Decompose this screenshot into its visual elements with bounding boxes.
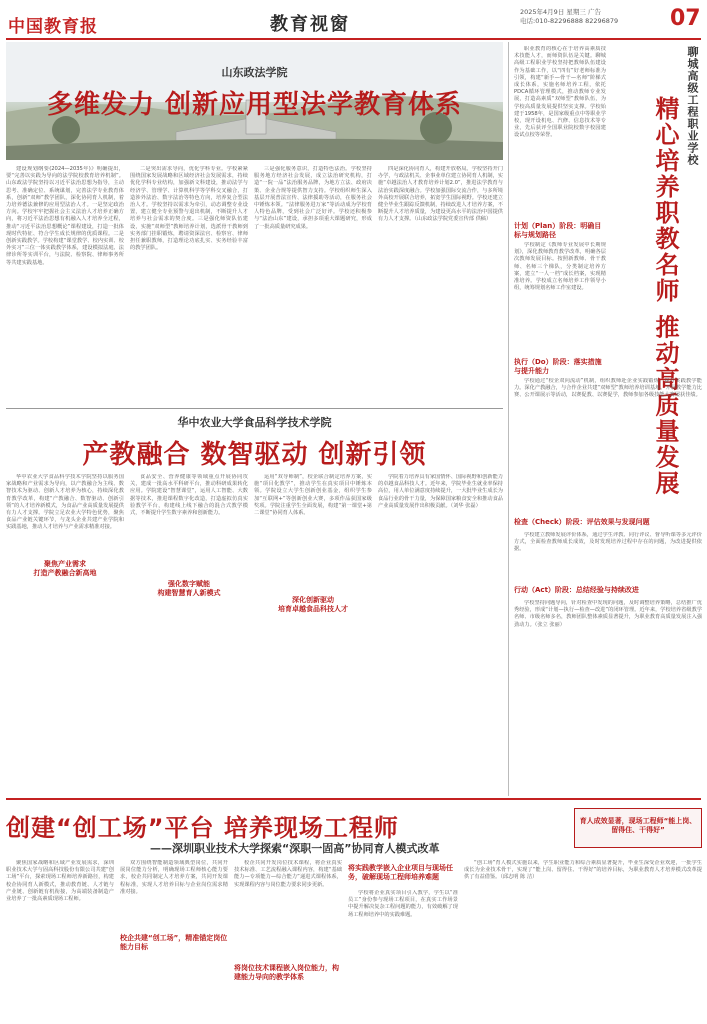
date-line: 2025年4月9日 星期三 广告 <box>520 8 601 16</box>
divider <box>508 42 509 796</box>
article2-do-text: 学校通过“校企双向流动”机制，组织教师赴企业实践锻炼，提升实践教学能力。深化产教融合，与合作企业共建“双师型”教师培养培训基地。开展教学能力比赛、公开课展示等活动，以赛促教、以赛促学，教师参加各级技能大赛屡获佳绩。 <box>514 378 702 399</box>
article2-subhead-do: 执行（Do）阶段：落实措施与提升能力 <box>514 358 602 375</box>
article4-callout-box <box>574 808 702 848</box>
article4-subhead: ——深圳职业技术大学探索“深职一固高”协同育人模式改革 <box>150 842 440 855</box>
article4-column-2: 双方围绕智能制造领域典型岗位，共同开展岗位能力分析，明确现场工程师核心能力要求，校企共同制定人才培养方案，共同开发课程标准，实现人才培养目标与企业岗位需求精准对接。 <box>120 860 228 895</box>
article3-column-3: 运用“双导师制”，校企联合制定培养方案，实施“项目化教学”，推动学生在真实项目中锤炼本领。学院设立大学生创新创业基金，组织学生参加“互联网+”等创新创业大赛，多项作品获国家级奖项。学院注重学生全面发展，构建“第一课堂+第二课堂”协同育人体系。 <box>254 474 372 517</box>
article3-subhead-3: 深化创新驱动 培育卓越食品科技人才 <box>254 596 372 614</box>
article2-subhead-act: 行动（Act）阶段：总结经验与持续改进 <box>514 586 639 594</box>
divider <box>6 798 701 800</box>
article2-headline: 精心培养职教名师 推动高质量发展 <box>651 96 679 497</box>
page-number: 07 <box>670 6 701 31</box>
article3-column-1: 华中农业大学食品科学技术学院坚持以服务国家战略和产业需求为导向，以产教融合为主线、数智技术为驱动、创新人才培养为核心，持续深化教育教学改革，构建“产教融合、数智驱动、创新引领”的人才培养新模式，为食品产业高质量发展提供有力人才支撑。学院立足农业大学特色优势，聚焦食品产业链关键环节，与龙头企业共建产业学院和实践基地，推动人才培养与产业需求精准对接。 <box>6 474 124 531</box>
phone-line: 电话:010-82296888 82296879 <box>520 17 619 25</box>
article1-headline: 多维发力 创新应用型法学教育体系 <box>46 90 463 120</box>
article2-subhead-plan: 计划（Plan）阶段：明确目标与规划路径 <box>514 222 602 239</box>
article4-column-5: “创工场”育人模式实施以来，学生职业能力和综合素质显著提升，毕业生深受企业欢迎，一批学生成长为企业技术骨干，实现了“能上岗、留得住、干得好”的培养目标，为职业教育人才培养模式改革提供了有益借鉴。（邱志明 陈 洁） <box>464 860 702 881</box>
article2-act-text: 学校坚持问题导向，针对检查中发现的问题，及时调整培养策略，总结推广优秀经验，形成“计划—执行—检查—改进”的闭环管理。近年来，学校培养省级教学名师、市级名师多名，教师团队整体素质显著提升，为职业教育高质量发展注入强劲动力。（张立 张丽） <box>514 600 702 628</box>
newspaper-logo: 中国教育报 <box>8 17 98 37</box>
article4-subhead-1: 校企共建“创工场”，精准锚定岗位能力目标 <box>120 934 228 951</box>
article4-column-3: 校企共同开发岗位技术课程，将企业真实技术标准、工艺流程融入课程内容，构建“基础能力—专项能力—综合能力”递进式课程体系，实现课程内容与岗位能力要求同步更新。 <box>234 860 342 888</box>
article2-kicker: 聊城高级工程职业学校 <box>686 46 699 166</box>
article3-kicker: 华中农业大学食品科学技术学院 <box>177 416 332 429</box>
article3-subhead-1: 聚焦产业需求 打造产教融合新高地 <box>6 560 124 578</box>
article4-column-4: 学校将企业真实项目引入教学，学生以“准员工”身份参与现场工程项目，在真实工作场景中提升解决复杂工程问题的能力，有效破解了现场工程师培养中的实践难题。 <box>348 890 458 918</box>
article4-column-1: 聚焦国家战略和区域产业发展需求，深圳职业技术大学与固高科技股份有限公司共建“创工场”平台，探索现场工程师培养新路径，构建校企协同育人新模式，推动教育链、人才链与产业链、创新链有机衔接，为高端装备制造产业培养了一批高素质现场工程师。 <box>6 860 114 903</box>
article2-subhead-check: 检查（Check）阶段：评估效果与发现问题 <box>514 518 650 526</box>
article1-column-1: 建设规划纲要(2024—2035年)》明确提出，要“完善以实践为导向的法学院校教育培养机制”。山东政法学院坚持以习近平法治思想为指导，主动思考、准确定位、系统谋划，完善法学专业教育体系，创新“双师”教学团队，深化协同育人机制，着力培养德法兼修的应用型法治人才。一是坚定政治方向。学校牢牢把握社会主义法治人才培养正确方向，将习近平法治思想有机融入人才培养全过程，推动“习近平法治思想概论”课程建设，打造一批体现时代特征、符合学生成长规律的优质课程。二是创新实践教学。学校构建“课堂教学、校内实训、校外实习”三位一体实践教学体系，建设模拟法庭、法律诊所等实训平台，与法院、检察院、律师事务所等共建实践基地。 <box>6 166 124 266</box>
article2-intro: 职业教育的核心在于培养高素质技术技能人才，而师资队伍是关键。聊城高级工程职业学校坚持把教师队伍建设作为基础工作，以“四有”好老师标准为引领，构建“新手—骨干—名师”阶梯式成长体系，实施名师培养工程，依托PDCA循环管理模式，推动教师专业发展，打造高素质“双师型”教师队伍，为学校高质量发展提供坚实支撑。学校始建于1958年，是国家级重点中等职业学校，现开设机电、汽修、信息技术等专业，先后获评全国职业院校数字校园建设试点校等荣誉。 <box>514 46 606 139</box>
article1-column-4: 四是深化协同育人，构建开放格局。学校坚持开门办学，与政法机关、企事业单位建立协同育人机制，实施“卓越法治人才教育培养计划2.0”，推进法学教育与法治实践深度融合。学校加强国际交流合作，与多所境外高校开展联合培养，拓宽学生国际视野。学校还建立健全毕业生跟踪反馈机制，持续改进人才培养方案，不断提升人才培养质量，为建设更高水平的法治中国提供有力人才支撑。（山东政法学院党委宣传部 供稿） <box>378 166 503 223</box>
article2-plan-text: 学校制定《教师专业发展中长期规划》，深化教师教育教学改革，明确各层次教师发展目标。按照新教师、骨干教师、名师三个梯队，分类制定培养方案，建立“一人一档”成长档案，实现精准培养。学校成立名师培养工作领导小组，统筹规划名师工作室建设。 <box>514 242 606 292</box>
article3-column-4: 学院着力培养具有家国情怀、国际视野和创新能力的卓越食品科技人才。近年来，学院毕业生就业率保持高位，用人单位满意度持续提升，一大批毕业生成长为食品行业的骨干力量，为保障国家粮食安全和推动食品产业高质量发展作出积极贡献。（刘华 张磊） <box>378 474 503 509</box>
article1-column-2: 二是突出需求导向，优化学科专业。学校紧紧围绕国家发展战略和区域经济社会发展需求，持续优化学科专业结构，加强新文科建设，推动法学与经济学、管理学、计算机科学等学科交叉融合，打造涉外法治、数字法治等特色方向，培养复合型法治人才。学校坚持以需求为牵引，动态调整专业设置，建立健全专业预警与退出机制，不断提升人才培养与社会需求的契合度。三是强化师资队伍建设，实施“双师型”教师培养计划，选派骨干教师到实务部门挂职锻炼，聘请资深法官、检察官、律师担任兼职教师，打造理论功底扎实、实务经验丰富的教学团队。 <box>130 166 248 252</box>
header-rule <box>6 38 701 40</box>
article2-check-text: 学校建立教师发展评价体系，通过学生评教、同行评议、督导听课等多元评价方式，全面检查教师成长成效，及时发现培养过程中存在的问题，为改进提供依据。 <box>514 532 702 553</box>
article4-subhead-4: 育人成效显著，现场工程师“能上岗、留得住、干得好” <box>579 817 697 834</box>
section-title: 教育视窗 <box>270 14 350 35</box>
divider <box>6 408 503 409</box>
campus-photo <box>6 42 503 160</box>
article4-subhead-2: 将岗位技术课程嵌入岗位能力，构建能力导向的教学体系 <box>234 964 342 982</box>
article1-column-3: 三是强化服务意识，打造特色法治。学校坚持服务地方经济社会发展，成立法治研究机构，打造“一院一品”法治服务品牌，为地方立法、政府决策、企业合规等提供智力支持。学校组织师生深入基层开展普法宣传、法律援助等活动，在服务社会中锤炼本领。“法律服务进万家”等活动成为学校育人特色品牌，受到社会广泛好评。学校还积极参与“法治山东”建设，承担多项重大课题研究，形成了一批高质量研究成果。 <box>254 166 372 230</box>
article4-headline: 创建“创工场”平台 培养现场工程师 <box>6 814 399 842</box>
article1-kicker: 山东政法学院 <box>221 66 288 79</box>
header-meta <box>520 8 665 26</box>
article3-headline: 产教融合 数智驱动 创新引领 <box>82 440 427 470</box>
article3-column-2: 食品安全、营养健康等领域重点开展协同攻关，建成一批高水平科研平台，推动科研成果转化应用。学院建设“智慧课堂”，运用人工智能、大数据等技术，推进课程数字化改造，打造虚拟仿真实验教学平台，构建线上线下融合的混合式教学模式，不断提升学生数字素养和创新能力。 <box>130 474 248 517</box>
article3-subhead-2: 强化数字赋能 构建智慧育人新模式 <box>130 580 248 598</box>
article4-subhead-3: 将实践教学嵌入企业项目与现场任务，破解现场工程师培养难题 <box>348 864 453 881</box>
